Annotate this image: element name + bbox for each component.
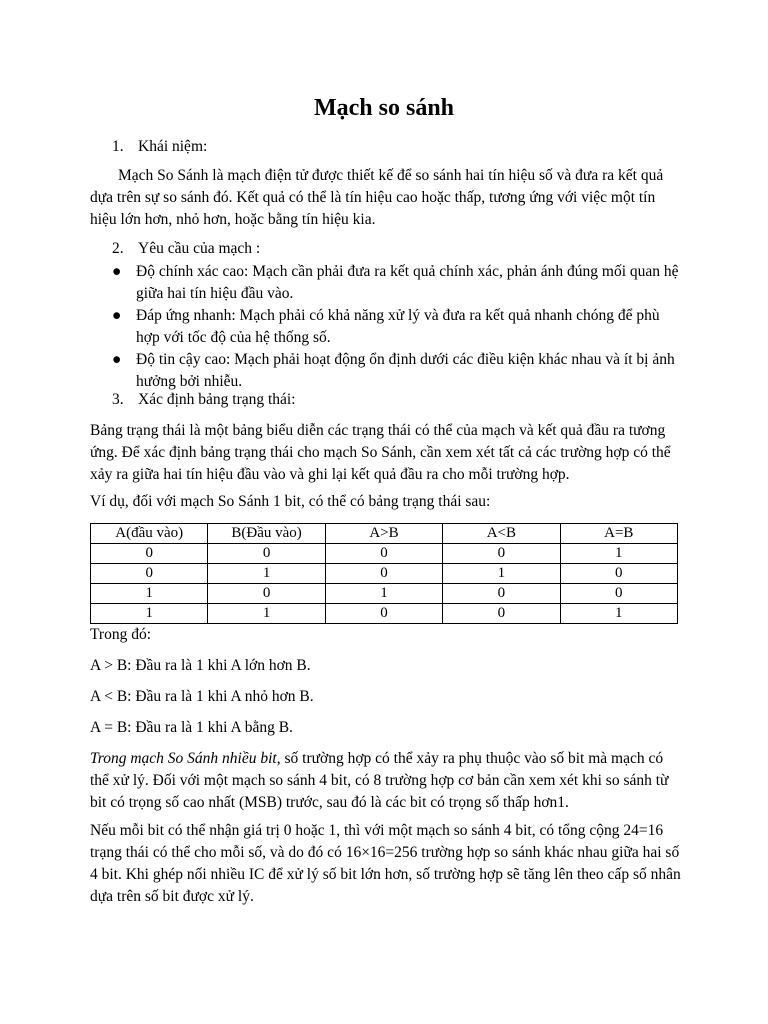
table-cell: 0 [325, 564, 442, 584]
section-3-title: Xác định bảng trạng thái: [138, 391, 296, 408]
list-item-text: Độ tin cậy cao: Mạch phải hoạt động ổn định dưới các điều kiện khác nhau và ít bị ảnh hưởng bởi nhiễu. [136, 351, 675, 390]
table-cell: 0 [91, 544, 208, 564]
truth-table [90, 523, 678, 624]
bullet-icon: ● [112, 351, 122, 368]
multibit-text: , số trường hợp có thể xảy ra phụ thuộc vào số bit mà mạch có thể xử lý. Đối với một mạch so sánh 4 bit, có 8 trường hợp cơ bản cần xem xét khi so sánh từ bit có trọng số cao nhất (MSB) trước, sau đó là các bit có trọng số thấp hơn1. [90, 750, 669, 811]
list-item-text: Độ chính xác cao: Mạch cần phải đưa ra kết quả chính xác, phản ánh đúng mối quan hệ giữa hai tín hiệu đầu vào. [136, 263, 679, 302]
table-cell: 1 [325, 584, 442, 604]
multibit-italic-lead: Trong mạch So Sánh nhiều bit [90, 750, 277, 767]
note-equal: A = B: Đầu ra là 1 khi A bằng B. [90, 719, 293, 736]
table-cell: 0 [443, 584, 560, 604]
section-3-paragraph: Bảng trạng thái là một bảng biểu diễn các trạng thái có thể của mạch và kết quả đầu ra tương ứng. Để xác định bảng trạng thái cho mạch So Sánh, cần xem xét tất cả các trường hợp có thể xảy ra giữa hai tín hiệu đầu vào và ghi lại kết quả đầu ra cho mỗi trường hợp. [90, 422, 671, 483]
column-header: A<B [443, 524, 560, 544]
bullet-icon: ● [112, 263, 122, 280]
section-3-number: 3. [112, 391, 124, 408]
list-item [112, 349, 682, 393]
note-less: A < B: Đầu ra là 1 khi A nhỏ hơn B. [90, 688, 314, 705]
column-header: A=B [560, 524, 677, 544]
table-cell: 1 [560, 604, 677, 624]
table-cell: 0 [560, 584, 677, 604]
section-1-paragraph: Mạch So Sánh là mạch điện tử được thiết kế để so sánh hai tín hiệu số và đưa ra kết quả dựa trên sự so sánh đó. Kết quả có thể là tín hiệu cao hoặc thấp, tương ứng với việc một tín hiệu lớn hơn, nhỏ hơn, hoặc bằng tín hiệu kia. [90, 167, 664, 228]
table-cell: 0 [208, 544, 325, 564]
table-cell: 0 [443, 604, 560, 624]
table-row [91, 584, 678, 604]
table-cell: 1 [560, 544, 677, 564]
column-header: A>B [325, 524, 442, 544]
table-cell: 1 [443, 564, 560, 584]
notes-intro: Trong đó: [90, 626, 152, 643]
list-item [112, 261, 682, 305]
table-cell: 1 [91, 584, 208, 604]
multibit-paragraph [90, 748, 682, 814]
column-header: A(đầu vào) [91, 524, 208, 544]
table-row [91, 544, 678, 564]
section-1-heading [112, 136, 207, 158]
table-cell: 0 [91, 564, 208, 584]
list-item [112, 305, 682, 349]
section-1-number: 1. [112, 138, 124, 155]
section-2-number: 2. [112, 240, 124, 257]
table-header-row [91, 524, 678, 544]
table-cell: 1 [208, 604, 325, 624]
section-3-heading [112, 389, 296, 411]
section-2-heading [112, 238, 260, 260]
table-cell: 0 [443, 544, 560, 564]
section-2-title: Yêu cầu của mạch : [138, 240, 261, 257]
table-row [91, 564, 678, 584]
table-cell: 0 [325, 544, 442, 564]
table-cell: 0 [560, 564, 677, 584]
requirements-list [112, 261, 682, 393]
final-paragraph: Nếu mỗi bit có thể nhận giá trị 0 hoặc 1, thì với một mạch so sánh 4 bit, có tổng cộng 24=16 trạng thái có thể cho mỗi số, và do đó có 16×16=256 trường hợp so sánh khác nhau giữa hai số 4 bit. Khi ghép nối nhiều IC để xử lý số bit lớn hơn, số trường hợp sẽ tăng lên theo cấp số nhân dựa trên số bit được xử lý. [90, 822, 681, 905]
section-1-title: Khái niệm: [138, 138, 208, 155]
example-intro: Ví dụ, đối với mạch So Sánh 1 bit, có thể có bảng trạng thái sau: [90, 493, 491, 510]
table-cell: 1 [208, 564, 325, 584]
table-cell: 1 [91, 604, 208, 624]
table-row [91, 604, 678, 624]
column-header: B(Đầu vào) [208, 524, 325, 544]
page-title: Mạch so sánh [313, 95, 455, 121]
table-cell: 0 [208, 584, 325, 604]
bullet-icon: ● [112, 307, 122, 324]
list-item-text: Đáp ứng nhanh: Mạch phải có khả năng xử lý và đưa ra kết quả nhanh chóng để phù hợp với tốc độ của hệ thống số. [136, 307, 660, 346]
note-greater: A > B: Đầu ra là 1 khi A lớn hơn B. [90, 657, 311, 674]
table-cell: 0 [325, 604, 442, 624]
